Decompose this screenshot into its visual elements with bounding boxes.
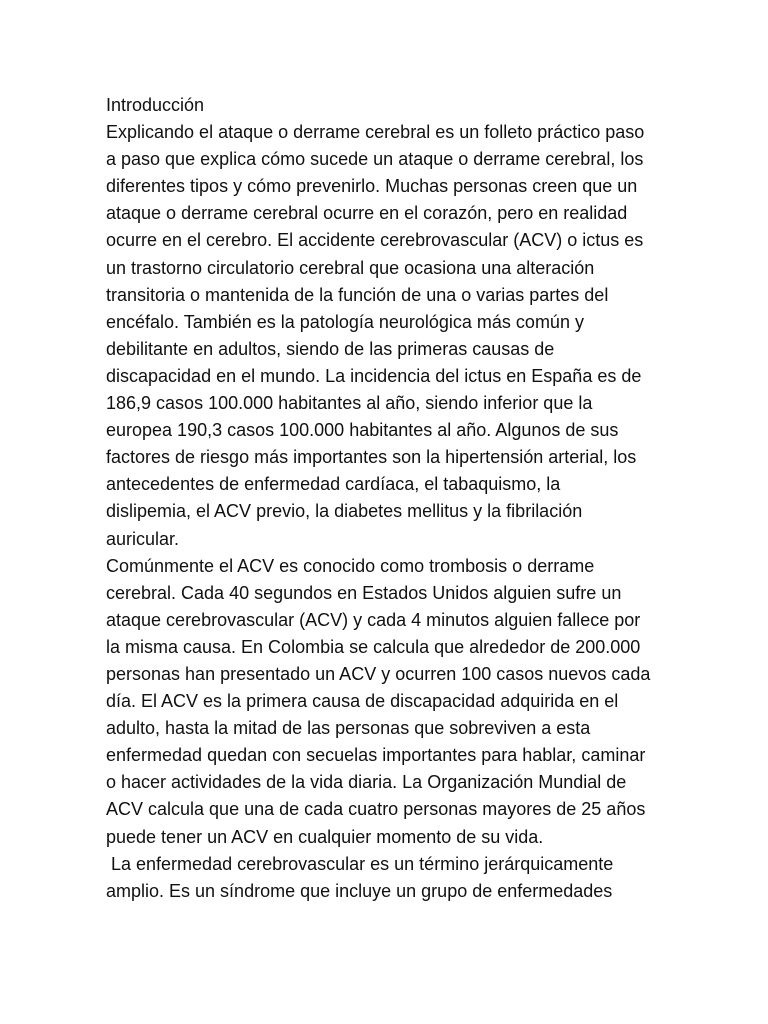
text-line: ataque cerebrovascular (ACV) y cada 4 minutos alguien fallece por [106,609,641,630]
text-line: cerebral. Cada 40 segundos en Estados Unidos alguien sufre un [106,582,622,603]
text-line: ACV calcula que una de cada cuatro personas mayores de 25 años [106,799,646,820]
document-heading: Introducción [106,95,205,115]
text-line: a paso que explica cómo sucede un ataque o derrame cerebral, los [106,149,644,170]
text-line: Explicando el ataque o derrame cerebral es un folleto práctico paso [106,122,645,143]
text-line: dislipemia, el ACV previo, la diabetes mellitus y la fibrilación [106,501,583,522]
text-line: 186,9 casos 100.000 habitantes al año, siendo inferior que la [106,393,593,414]
text-line: discapacidad en el mundo. La incidencia del ictus en España es de [106,365,642,386]
text-line: adulto, hasta la mitad de las personas que sobreviven a esta [106,718,591,739]
text-line: la misma causa. En Colombia se calcula que alrededor de 200.000 [106,636,641,657]
text-line: día. El ACV es la primera causa de discapacidad adquirida en el [106,691,619,712]
text-line: factores de riesgo más importantes son la hipertensión arterial, los [106,447,637,468]
text-line: enfermedad quedan con secuelas importantes para hablar, caminar [106,745,646,766]
text-line: amplio. Es un síndrome que incluye un grupo de enfermedades [106,880,613,901]
text-line: Comúnmente el ACV es conocido como trombosis o derrame [106,555,595,576]
text-line: o hacer actividades de la vida diaria. La Organización Mundial de [106,772,627,793]
text-line: un trastorno circulatorio cerebral que ocasiona una alteración [106,257,595,278]
document-body [106,92,651,905]
text-line: transitoria o mantenida de la función de una o varias partes del [106,284,609,305]
text-line: La enfermedad cerebrovascular es un término jerárquicamente [106,853,614,874]
text-line: personas han presentado un ACV y ocurren 100 casos nuevos cada [106,663,651,684]
text-line: europea 190,3 casos 100.000 habitantes al año. Algunos de sus [106,420,619,441]
text-line: diferentes tipos y cómo prevenirlo. Muchas personas creen que un [106,176,638,197]
text-line: encéfalo. También es la patología neurológica más común y [106,311,584,332]
text-line: ataque o derrame cerebral ocurre en el corazón, pero en realidad [106,203,628,224]
text-line: antecedentes de enfermedad cardíaca, el tabaquismo, la [106,474,561,495]
text-line: puede tener un ACV en cualquier momento de su vida. [106,826,544,847]
text-line: ocurre en el cerebro. El accidente cerebrovascular (ACV) o ictus es [106,230,644,251]
text-line: debilitante en adultos, siendo de las primeras causas de [106,338,555,359]
text-line: auricular. [106,528,180,549]
